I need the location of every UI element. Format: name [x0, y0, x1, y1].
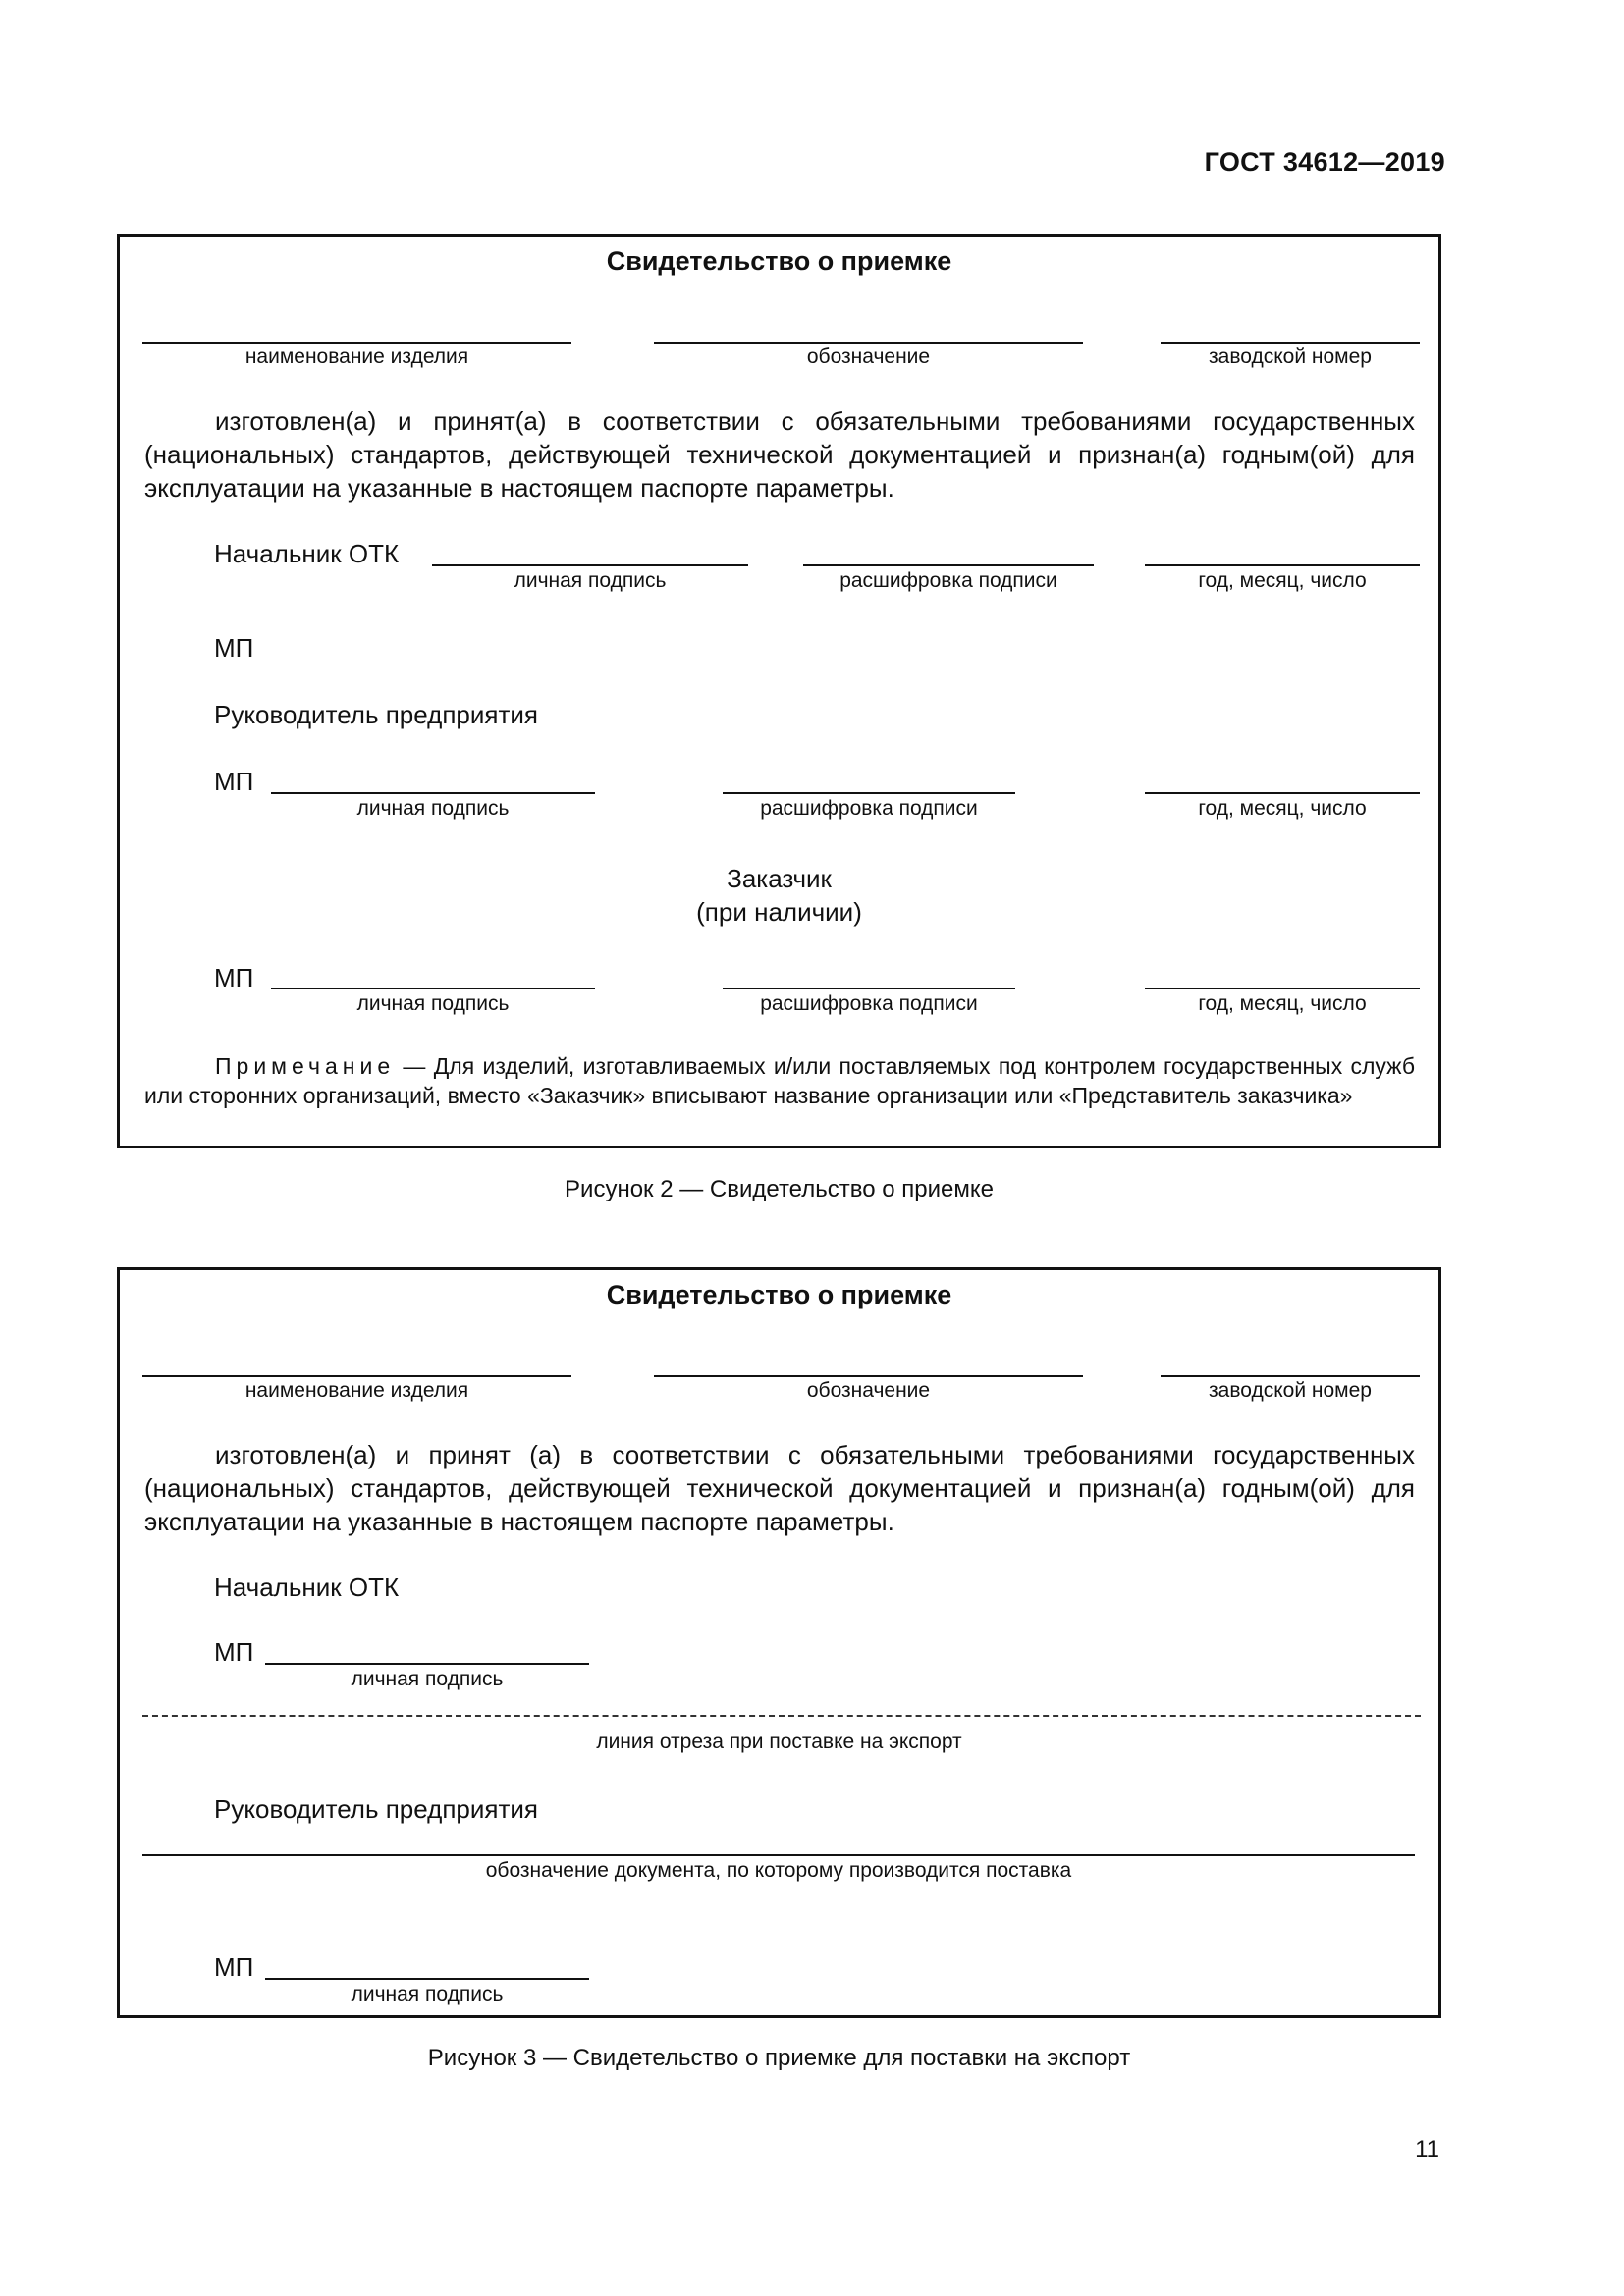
- director-decoding-line[interactable]: [723, 792, 1015, 794]
- customer-date-line[interactable]: [1145, 988, 1420, 989]
- serial-number-line[interactable]: [1161, 1375, 1420, 1377]
- date-caption: год, месяц, число: [1198, 569, 1367, 592]
- stamp-place-label: МП: [214, 633, 254, 663]
- decoding-caption: расшифровка подписи: [760, 797, 978, 820]
- acceptance-statement: изготовлен(а) и принят (а) в соответствии с обязательными требованиями государственных (национальных) стандартов, действующей технической документацией и признан(а) годным(ой) для эксплуатации на указанные в настоящем паспорте параметры.: [144, 1440, 1415, 1536]
- director-label: Руководитель предприятия: [214, 1794, 538, 1824]
- cut-line-caption: линия отреза при поставке на экспорт: [596, 1731, 962, 1753]
- designation-line[interactable]: [654, 1375, 1083, 1377]
- date-caption: год, месяц, число: [1198, 797, 1367, 820]
- director-signature-line[interactable]: [265, 1978, 589, 1980]
- designation-line[interactable]: [654, 342, 1083, 344]
- serial-number-caption: заводской номер: [1209, 1379, 1372, 1402]
- acceptance-certificate-form: [117, 234, 1441, 1148]
- otk-head-label: Начальник ОТК: [214, 539, 400, 568]
- stamp-place-label: МП: [214, 767, 254, 796]
- stamp-place-label: МП: [214, 963, 254, 992]
- designation-caption: обозначение: [806, 346, 931, 368]
- signature-caption: личная подпись: [356, 992, 510, 1015]
- customer-label: Заказчик: [727, 864, 832, 893]
- director-date-line[interactable]: [1145, 792, 1420, 794]
- form-title: Свидетельство о приемке: [606, 1280, 952, 1309]
- note-label: Примечание: [215, 1053, 396, 1079]
- otk-signature-line[interactable]: [265, 1663, 589, 1665]
- designation-caption: обозначение: [806, 1379, 931, 1402]
- decoding-caption: расшифровка подписи: [839, 569, 1057, 592]
- customer-signature-line[interactable]: [271, 988, 595, 989]
- figure-2-caption: Рисунок 2 — Свидетельство о приемке: [565, 1176, 994, 1202]
- document-standard-header: ГОСТ 34612—2019: [1204, 147, 1445, 177]
- serial-number-caption: заводской номер: [1209, 346, 1372, 368]
- stamp-place-label: МП: [214, 1637, 254, 1667]
- note-text: — Для изделий, изготавливаемых и/или поставляемых под контролем государственных служб или сторонних организаций, вместо «Заказчик» вписывают название организации или «Представитель заказчика»: [144, 1053, 1415, 1108]
- date-caption: год, месяц, число: [1198, 992, 1367, 1015]
- export-acceptance-certificate-form: [117, 1267, 1441, 2018]
- otk-decoding-line[interactable]: [803, 564, 1094, 566]
- director-signature-line[interactable]: [271, 792, 595, 794]
- customer-optional-note: (при наличии): [696, 897, 862, 927]
- form-note: [144, 1051, 1415, 1110]
- product-name-line[interactable]: [142, 1375, 571, 1377]
- serial-number-line[interactable]: [1161, 342, 1420, 344]
- figure-3-caption: Рисунок 3 — Свидетельство о приемке для поставки на экспорт: [427, 2045, 1131, 2071]
- otk-signature-line[interactable]: [432, 564, 748, 566]
- delivery-document-line[interactable]: [142, 1854, 1415, 1856]
- product-name-caption: наименование изделия: [244, 1379, 469, 1402]
- cut-line: [142, 1715, 1421, 1717]
- form-title: Свидетельство о приемке: [606, 246, 952, 276]
- signature-caption: личная подпись: [514, 569, 667, 592]
- signature-caption: личная подпись: [351, 1983, 504, 2005]
- stamp-place-label: МП: [214, 1952, 254, 1982]
- acceptance-statement: изготовлен(а) и принят(а) в соответствии с обязательными требованиями государственных (национальных) стандартов, действующей технической документацией и признан(а) годным(ой) для эксплуатации на указанные в настоящем паспорте параметры.: [144, 406, 1415, 503]
- decoding-caption: расшифровка подписи: [760, 992, 978, 1015]
- product-name-caption: наименование изделия: [244, 346, 469, 368]
- signature-caption: личная подпись: [351, 1668, 504, 1690]
- page-number: 11: [1415, 2136, 1439, 2163]
- otk-head-label: Начальник ОТК: [214, 1573, 400, 1602]
- delivery-document-caption: обозначение документа, по которому производится поставка: [485, 1859, 1072, 1882]
- director-label: Руководитель предприятия: [214, 700, 538, 729]
- customer-decoding-line[interactable]: [723, 988, 1015, 989]
- product-name-line[interactable]: [142, 342, 571, 344]
- signature-caption: личная подпись: [356, 797, 510, 820]
- otk-date-line[interactable]: [1145, 564, 1420, 566]
